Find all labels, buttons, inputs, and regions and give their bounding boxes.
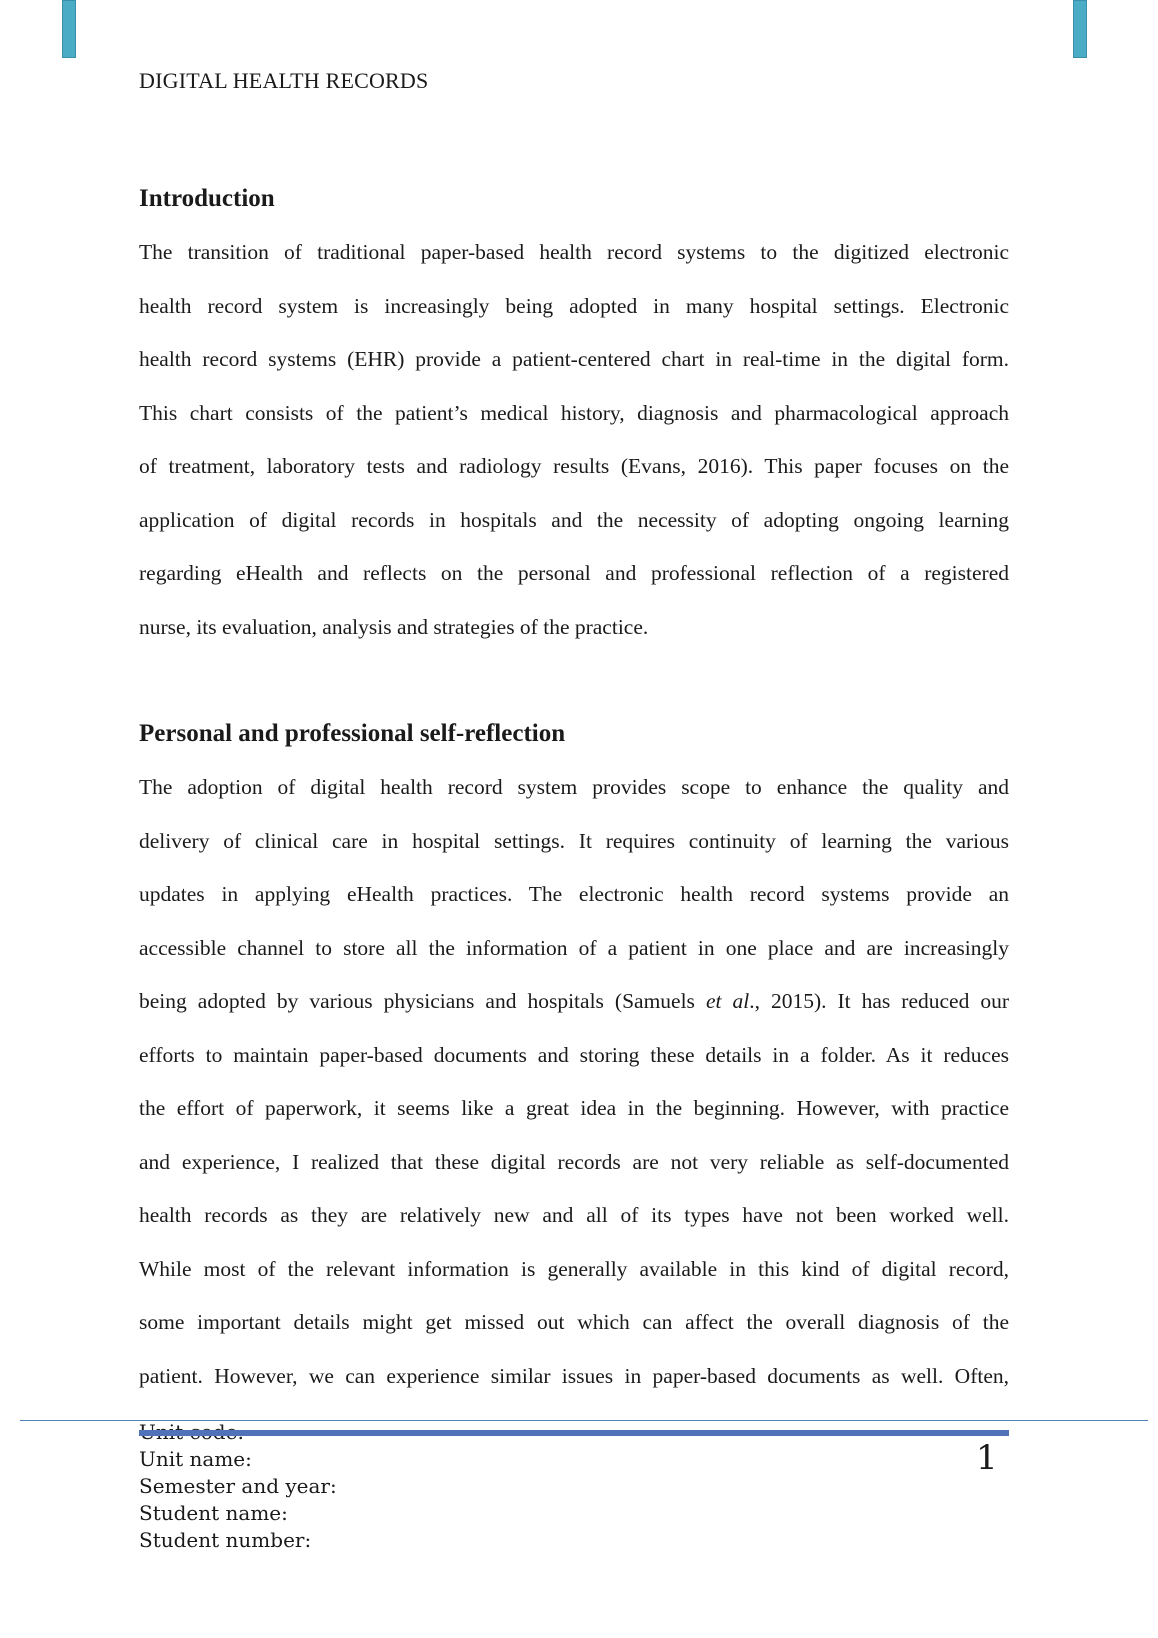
- text-line: some important details might get missed out which can affect the overall diagnosis of the: [139, 1310, 1009, 1334]
- citation-et-al: et al: [705, 989, 750, 1013]
- footer-divider-thin: [20, 1420, 1148, 1421]
- citation-text-after: ., 2015). It has reduced our: [749, 989, 1009, 1013]
- running-head: DIGITAL HEALTH RECORDS: [139, 68, 429, 93]
- text-line: updates in applying eHealth practices. The electronic health record systems provide an: [139, 882, 1009, 906]
- text-line: health records as they are relatively new and all of its types have not been worked well.: [139, 1203, 1009, 1227]
- footer-unit-name: Unit name:: [139, 1447, 252, 1471]
- text-line: application of digital records in hospitals and the necessity of adopting ongoing learning: [139, 507, 1009, 532]
- text-line: patient. However, we can experience similar issues in paper-based documents as well. Often,: [139, 1363, 1009, 1388]
- text-line: This chart consists of the patient’s medical history, diagnosis and pharmacological approach: [139, 400, 1009, 425]
- footer-student-number: Student number:: [139, 1528, 312, 1552]
- text-line: efforts to maintain paper-based documents and storing these details in a folder. As it reduces: [139, 1042, 1009, 1067]
- text-line: and experience, I realized that these digital records are not very reliable as self-documented: [139, 1149, 1009, 1174]
- corner-decoration-left: [62, 0, 76, 58]
- text-line: The transition of traditional paper-based health record systems to the digitized electronic: [139, 240, 1009, 264]
- text-line-citation: [139, 975, 1009, 1029]
- text-line: The adoption of digital health record system provides scope to enhance the quality and: [139, 775, 1009, 799]
- introduction-paragraph: [139, 226, 1009, 654]
- text-line: of treatment, laboratory tests and radiology results (Evans, 2016). This paper focuses on the: [139, 454, 1009, 478]
- text-line: nurse, its evaluation, analysis and strategies of the practice.: [139, 614, 649, 639]
- footer-semester-year: Semester and year:: [139, 1474, 337, 1498]
- section-heading-introduction: Introduction: [139, 185, 275, 212]
- text-line: the effort of paperwork, it seems like a great idea in the beginning. However, with practice: [139, 1096, 1009, 1120]
- text-line: While most of the relevant information is generally available in this kind of digital record,: [139, 1256, 1009, 1281]
- corner-decoration-right: [1073, 0, 1087, 58]
- text-line: accessible channel to store all the information of a patient in one place and are increasingly: [139, 935, 1009, 960]
- section-heading-self-reflection: Personal and professional self-reflection: [139, 720, 566, 747]
- page-number: 1: [976, 1438, 998, 1478]
- text-line: delivery of clinical care in hospital settings. It requires continuity of learning the various: [139, 828, 1009, 853]
- text-line: health record system is increasingly being adopted in many hospital settings. Electronic: [139, 293, 1009, 318]
- citation-text-before: being adopted by various physicians and hospitals (Samuels: [139, 989, 706, 1013]
- self-reflection-paragraph: [139, 761, 1009, 1403]
- footer-divider-thick: [139, 1430, 1009, 1436]
- footer-fields: [139, 1419, 337, 1554]
- text-line: health record systems (EHR) provide a patient-centered chart in real-time in the digital form.: [139, 347, 1009, 371]
- footer-student-name: Student name:: [139, 1501, 288, 1525]
- text-line: regarding eHealth and reflects on the personal and professional reflection of a registered: [139, 561, 1009, 585]
